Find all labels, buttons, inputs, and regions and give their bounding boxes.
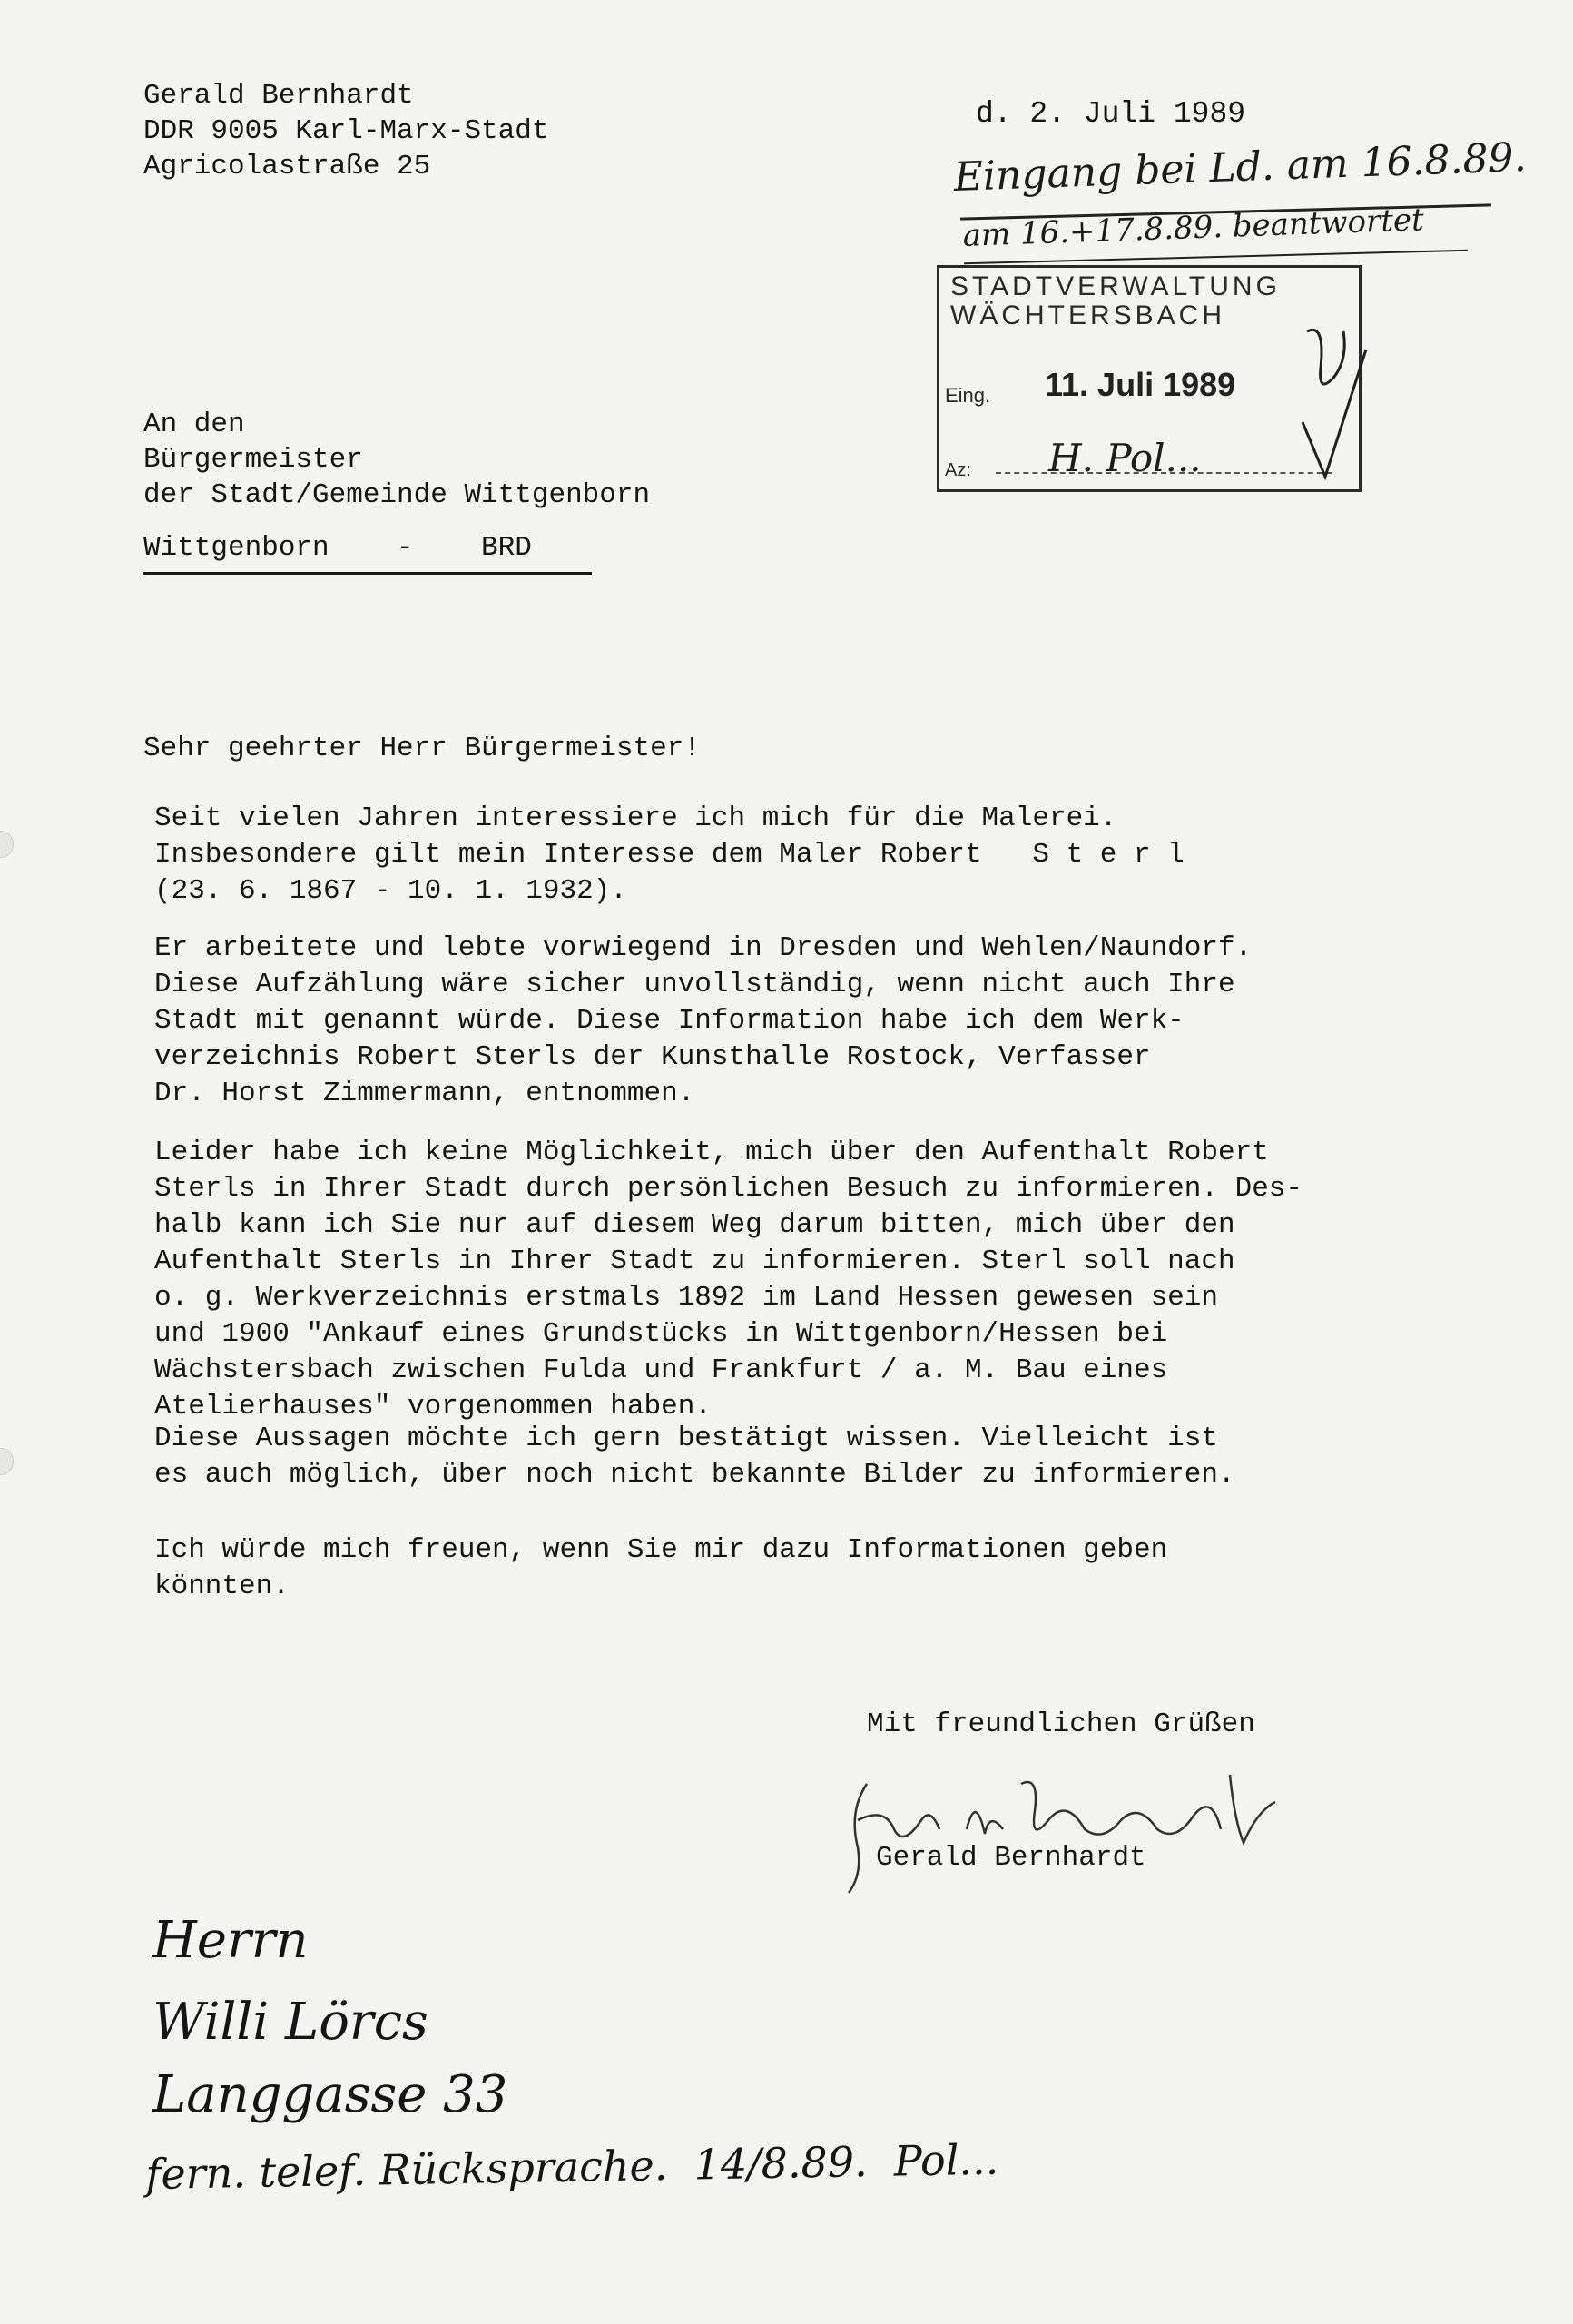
recipient-line: An den <box>143 409 245 440</box>
sender-city: DDR 9005 Karl-Marx-Stadt <box>143 115 549 147</box>
answered-underline <box>964 250 1468 265</box>
sender-name: Gerald Bernhardt <box>143 80 414 112</box>
handwritten-signature <box>831 1757 1303 1902</box>
handwritten-address-line: Willi Lörcs <box>152 1993 428 2052</box>
handwritten-address-line: Langgasse 33 <box>152 2065 508 2124</box>
body-paragraph: Leider habe ich keine Möglichkeit, mich über den Aufenthalt Robert Sterls in Ihrer Stadt durch persönlichen Besuch zu informieren. Des- halb kann ich Sie nur auf diesem Weg darum bitten, mich über den Aufenthalt Sterls in Ihrer Stadt zu informieren. Sterl soll nach o. g. Werkverzeichnis erstmals 1892 im Land Hessen gewesen sein und 1900 "Ankauf eines Grundstücks in Wittgenborn/Hessen bei Wächstersbach zwischen Fulda und Frankfurt / a. M. Bau eines Atelierhauses" vorgenommen haben. <box>154 1137 1303 1423</box>
stamp-check-mark <box>1298 313 1371 495</box>
recipient-line: der Stadt/Gemeinde Wittgenborn <box>143 479 651 511</box>
handwritten-receipt-note: Eingang bei Ld. am 16.8.89. <box>953 133 1528 201</box>
punch-hole <box>0 1448 14 1475</box>
body-paragraph: Er arbeitete und lebte vorwiegend in Dresden und Wehlen/Naundorf. Diese Aufzählung wäre sicher unvollständig, wenn nicht auch Ihre Stadt mit genannt würde. Diese Information habe ich dem Werk- verzeichnis Robert Sterls der Kunsthalle Rostock, Verfasser Dr. Horst Zimmermann, entnommen. <box>154 932 1253 1109</box>
receipt-stamp <box>937 265 1362 492</box>
body-paragraph: Diese Aussagen möchte ich gern bestätigt wissen. Vielleicht ist es auch möglich, über noch nicht bekannte Bilder zu informieren. <box>154 1423 1235 1491</box>
sender-address <box>143 78 548 184</box>
handwritten-answered-note: am 16.+17.8.89. beantwortet <box>962 202 1425 254</box>
closing-phrase: Mit freundlichen Grüßen <box>867 1709 1255 1740</box>
recipient-line: Bürgermeister <box>143 444 363 476</box>
sender-street: Agricolastraße 25 <box>143 151 431 182</box>
body-paragraph: Seit vielen Jahren interessiere ich mich für die Malerei. Insbesondere gilt mein Interesse dem Maler Robert S t e r l (23. 6. 1867 - 10. 1. 1932). <box>154 803 1185 907</box>
stamp-handler-signature: H. Pol... <box>1048 436 1202 480</box>
stamp-eing-label: Eing. <box>945 384 991 407</box>
city-underline <box>143 572 592 575</box>
salutation: Sehr geehrter Herr Bürgermeister! <box>143 733 701 764</box>
recipient-city-line: Wittgenborn - BRD <box>143 532 532 564</box>
punch-hole <box>0 831 14 858</box>
body-paragraph: Ich würde mich freuen, wenn Sie mir dazu Informationen geben könnten. <box>154 1534 1168 1602</box>
stamp-az-label: Az: <box>945 460 971 480</box>
letter-date: d. 2. Juli 1989 <box>976 97 1246 131</box>
stamp-town: WÄCHTERSBACH <box>950 300 1226 330</box>
handwritten-address-line: Herrn <box>152 1911 309 1970</box>
stamp-authority: STADTVERWALTUNG <box>950 271 1281 301</box>
handwritten-phone-note: fern. telef. Rücksprache. 14/8.89. Pol... <box>145 2134 999 2199</box>
stamp-date: 11. Juli 1989 <box>1045 366 1236 403</box>
recipient-address <box>143 407 650 513</box>
signer-name: Gerald Bernhardt <box>876 1842 1146 1874</box>
